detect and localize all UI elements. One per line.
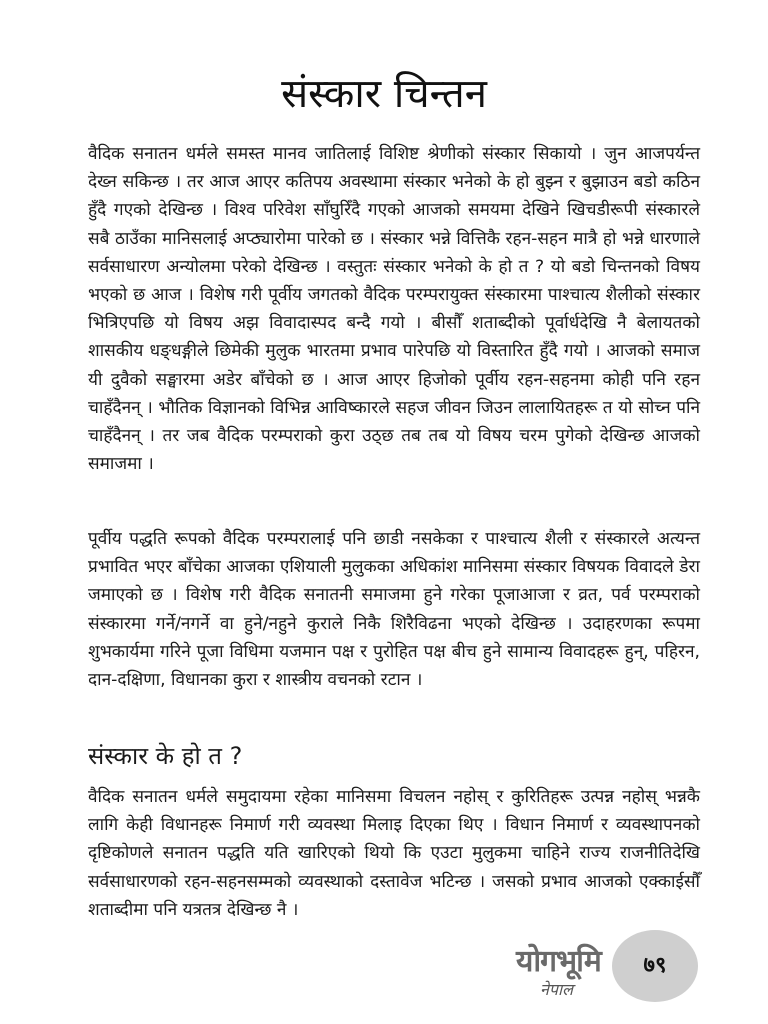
article-paragraph-1: वैदिक सनातन धर्मले समस्त मानव जातिलाई विशिष्ट श्रेणीको संस्कार सिकायो । जुन आजपर्यन्त देख्न सकिन्छ । तर आज आएर कतिपय अवस्थामा संस्कार भनेको के हो बुझ्न र बुझाउन बडो कठिन हुँदै गएको देखिन्छ । विश्व परिवेश साँघुरिँदै गएको आजको समयमा देखिने खिचडीरूपी संस्कारले सबै ठाउँका मानिसलाई अप्ठ्यारोमा पारेको छ । संस्कार भन्ने वित्तिकै रहन-सहन मात्रै हो भन्ने धारणाले सर्वसाधारण अन्योलमा परेको देखिन्छ । वस्तुतः संस्कार भनेको के हो त ? यो बडो चिन्तनको विषय भएको छ आज । विशेष गरी पूर्वीय जगतको वैदिक परम्परायुक्त संस्कारमा पाश्चात्य शैलीको संस्कार भित्रिएपछि यो विषय अझ विवादास्पद बन्दै गयो । बीसौँ शताब्दीको पूर्वार्धदेखि नै बेलायतको शासकीय धङ्धङ्गीले छिमेकी मुलुक भारतमा प्रभाव पारेपछि यो विस्तारित हुँदै गयो । आजको समाज यी दुवैको सङ्घारमा अडेर बाँचेको छ । आज आएर हिजोको पूर्वीय रहन-सहनमा कोही पनि रहन चाहँदैनन् । भौतिक विज्ञानको विभिन्न आविष्कारले सहज जीवन जिउन लालायितहरू त यो सोच्न पनि चाहँदैनन् । तर जब वैदिक परम्पराको कुरा उठ्छ तब तब यो विषय चरम पुगेको देखिन्छ आजको समाजमा । <box>88 144 700 475</box>
section-subheading: संस्कार के हो त ? <box>88 742 243 770</box>
article-paragraph-3: वैदिक सनातन धर्मले समुदायमा रहेका मानिसमा विचलन नहोस् र कुरितिहरू उत्पन्न नहोस् भन्नकै लागि केही विधानहरू निमार्ण गरी व्यवस्था मिलाइ दिएका थिए । विधान निमार्ण र व्यवस्थापनको दृष्टिकोणले सनातन पद्धति यति खारिएको थियो कि एउटा मुलुकमा चाहिने राज्य राजनीतिदेखि सर्वसाधारणको रहन-सहनसम्मको व्यवस्थाको दस्तावेज भटिन्छ । जसको प्रभाव आजको एक्काईसौँ शताब्दीमा पनि यत्रतत्र देखिन्छ नै । <box>88 787 700 920</box>
article-paragraph-2: पूर्वीय पद्धति रूपको वैदिक परम्परालाई पनि छाडी नसकेका र पाश्चात्य शैली र संस्कारले अत्यन्त प्रभावित भएर बाँचेका आजका एशियाली मुलुकका अधिकांश मानिसमा संस्कार विषयक विवादले डेरा जमाएको छ । विशेष गरी वैदिक सनातनी समाजमा हुने गरेका पूजाआजा र व्रत, पर्व परम्पराको संस्कारमा गर्ने/नगर्ने वा हुने/नहुने कुराले निकै शिरैविढना भएको देखिन्छ । उदाहरणका रूपमा शुभकार्यमा गरिने पूजा विधिमा यजमान पक्ष र पुरोहित पक्ष बीच हुने सामान्य विवादहरू हुन्, पहिरन, दान-दक्षिणा, विधानका कुरा र शास्त्रीय वचनको रटान । <box>88 529 700 691</box>
page-number: ७९ <box>643 953 667 978</box>
magazine-logo <box>516 942 636 1006</box>
logo-sub-text: नेपाल <box>540 980 573 999</box>
logo-main-text: योगभूमि <box>516 944 601 979</box>
article-title: संस्कार चिन्तन <box>281 71 487 117</box>
